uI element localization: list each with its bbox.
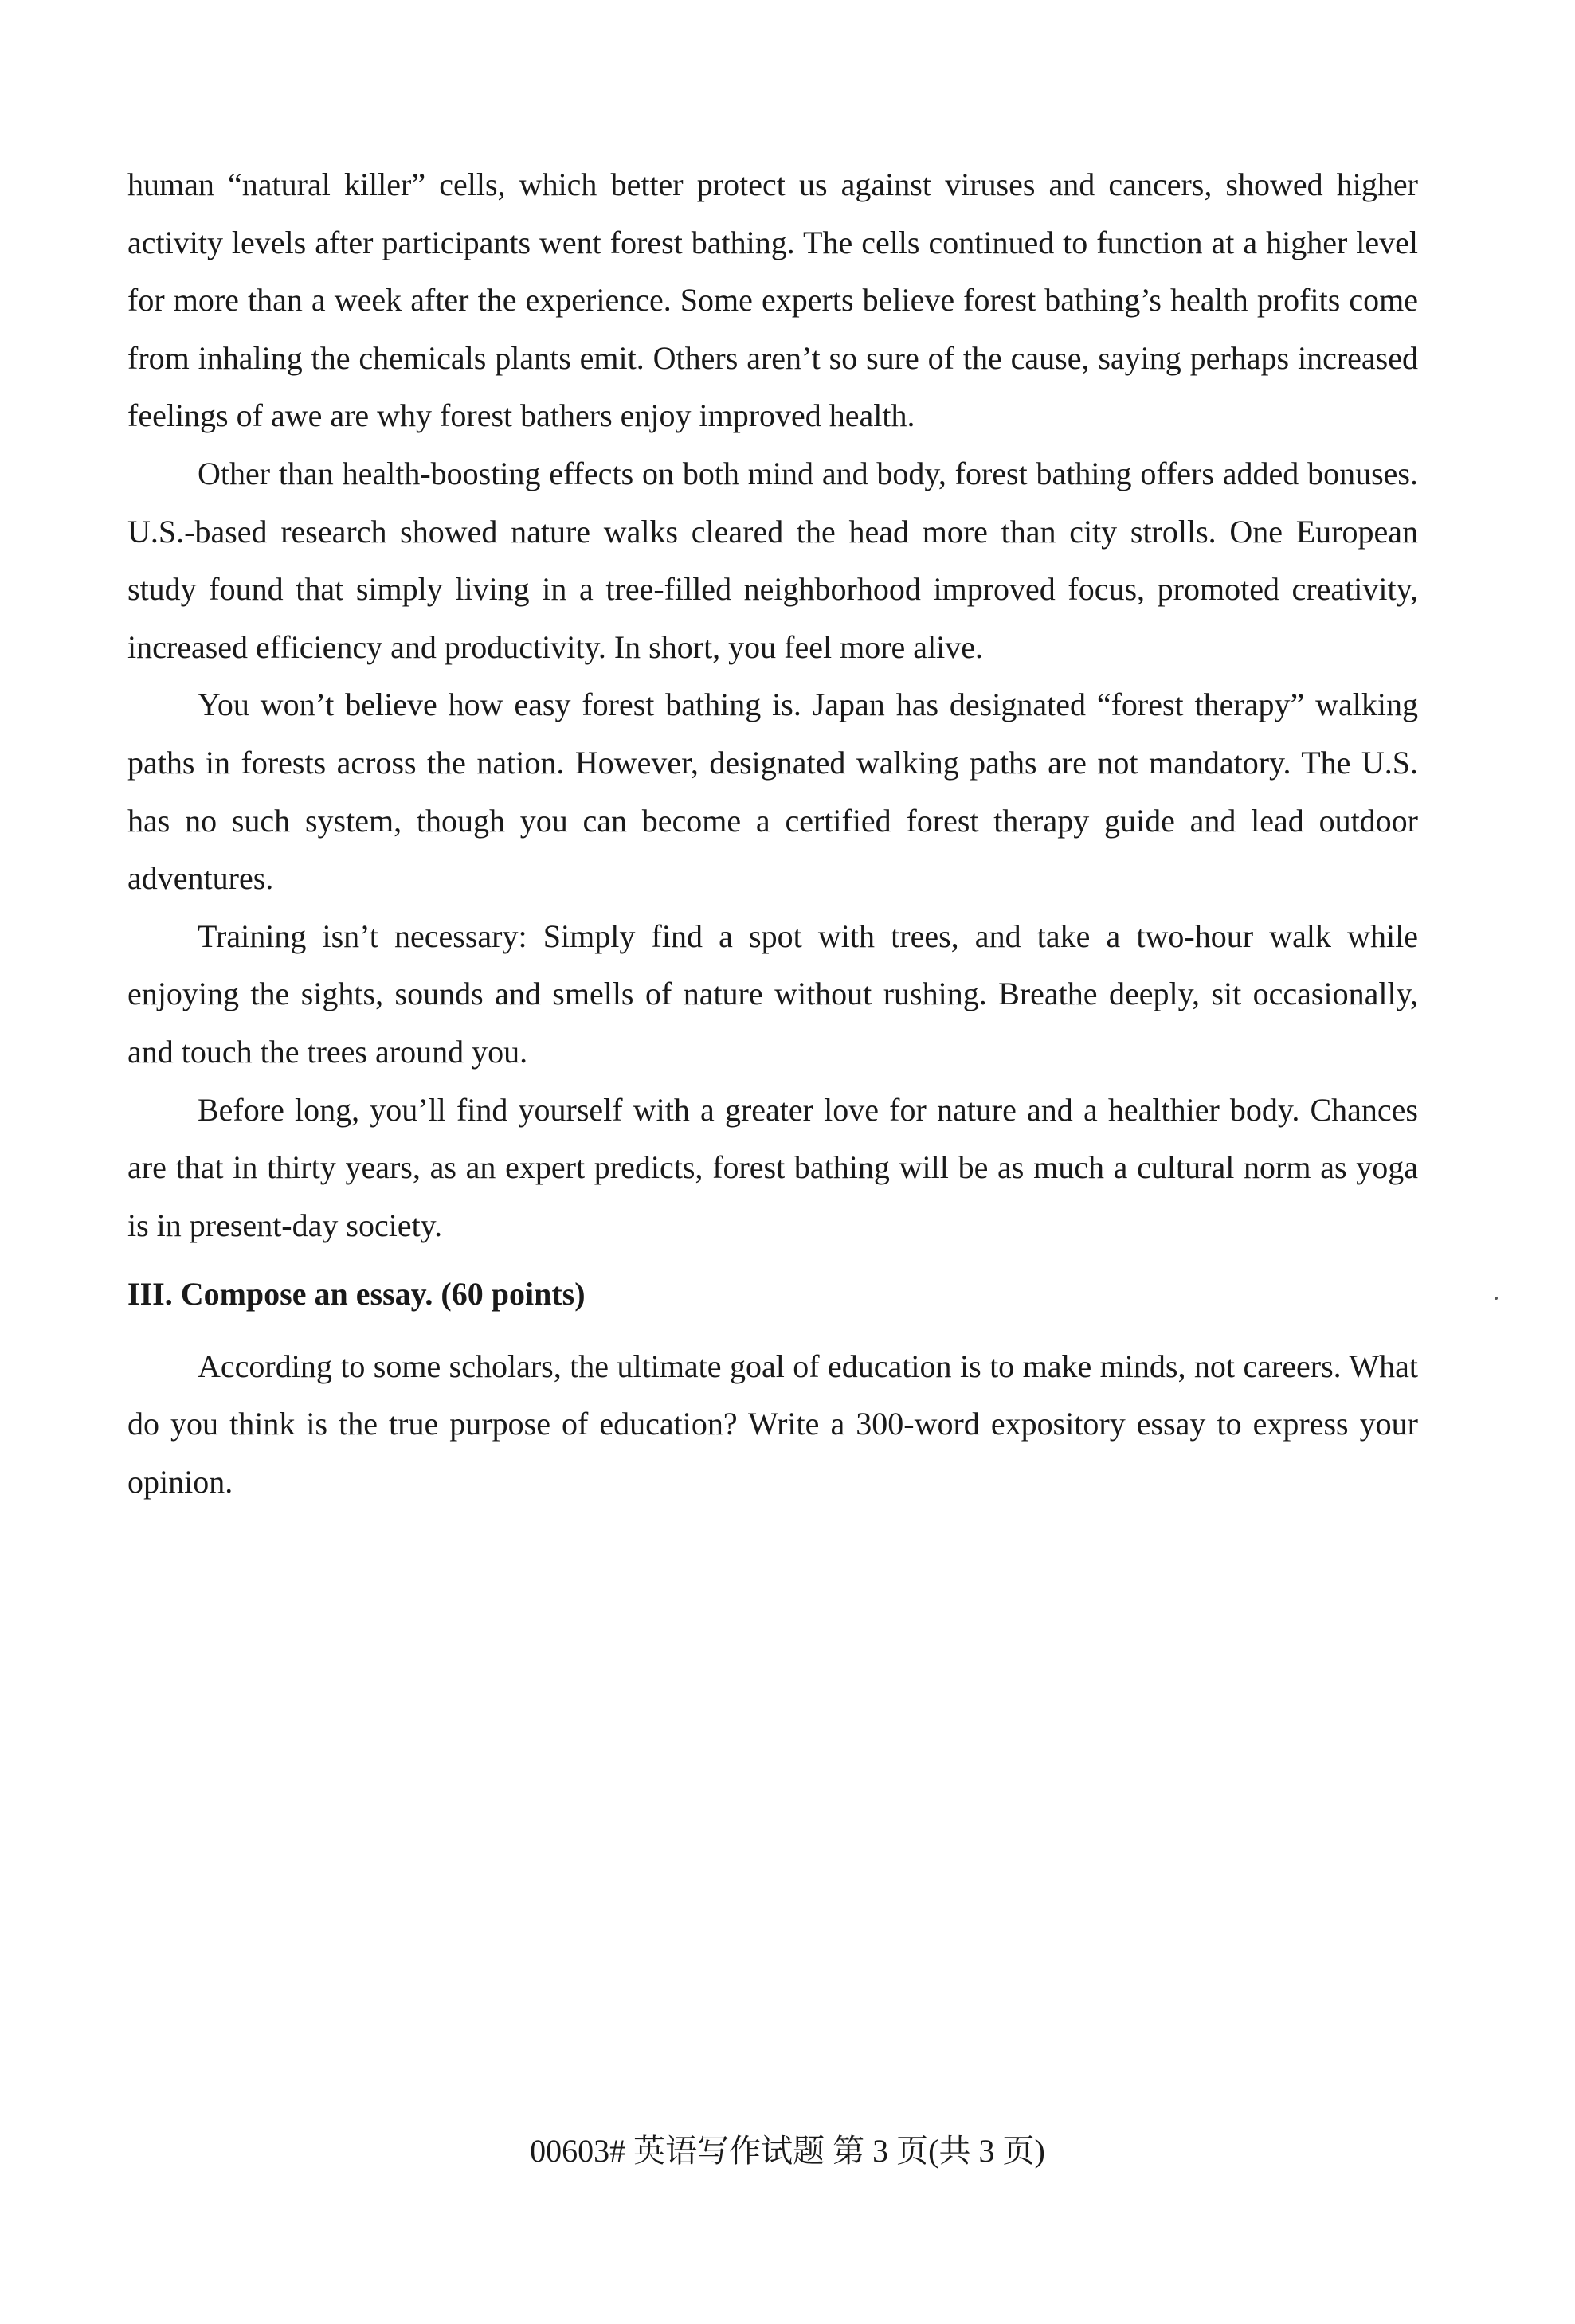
- passage-paragraph-5: Before long, you’ll find yourself with a greater love for nature and a healthier body. Chances are that in thirty years, as an expert predicts, forest bathing will be as much a cultural norm as yoga is in present-day society.: [127, 1091, 1418, 1243]
- exam-page-body: [127, 156, 1418, 1512]
- passage-paragraph-4: Training isn’t necessary: Simply find a spot with trees, and take a two-hour walk while enjoying the sights, sounds and smells of nature without rushing. Breathe deeply, sit occasionally, and touch the trees around you.: [127, 917, 1418, 1070]
- section-heading-compose-essay: III. Compose an essay. (60 points): [127, 1276, 586, 1313]
- passage-paragraph-1: human “natural killer” cells, which better protect us against viruses and cancers, showed higher activity levels after participants went forest bathing. The cells continued to function at a higher level for more than a week after the experience. Some experts believe forest bathing’s health profits come from inhaling the chemicals plants emit. Others aren’t so sure of the cause, saying perhaps increased feelings of awe are why forest bathers enjoy improved health.: [127, 166, 1418, 434]
- page-footer: 00603# 英语写作试题 第 3 页(共 3 页): [530, 2133, 1045, 2169]
- scan-speck: [1495, 1297, 1498, 1300]
- passage-paragraph-2: Other than health-boosting effects on both mind and body, forest bathing offers added bonuses. U.S.-based research showed nature walks cleared the head more than city strolls. One European study found that simply living in a tree-filled neighborhood improved focus, promoted creativity, increased efficiency and productivity. In short, you feel more alive.: [127, 455, 1418, 665]
- passage-paragraph-3: You won’t believe how easy forest bathing is. Japan has designated “forest therapy” walking paths in forests across the nation. However, designated walking paths are not mandatory. The U.S. has no such system, though you can become a certified forest therapy guide and lead outdoor adventures.: [127, 687, 1418, 897]
- essay-prompt: According to some scholars, the ultimate goal of education is to make minds, not careers. What do you think is the true purpose of education? Write a 300-word expository essay to express your opinion.: [127, 1348, 1418, 1500]
